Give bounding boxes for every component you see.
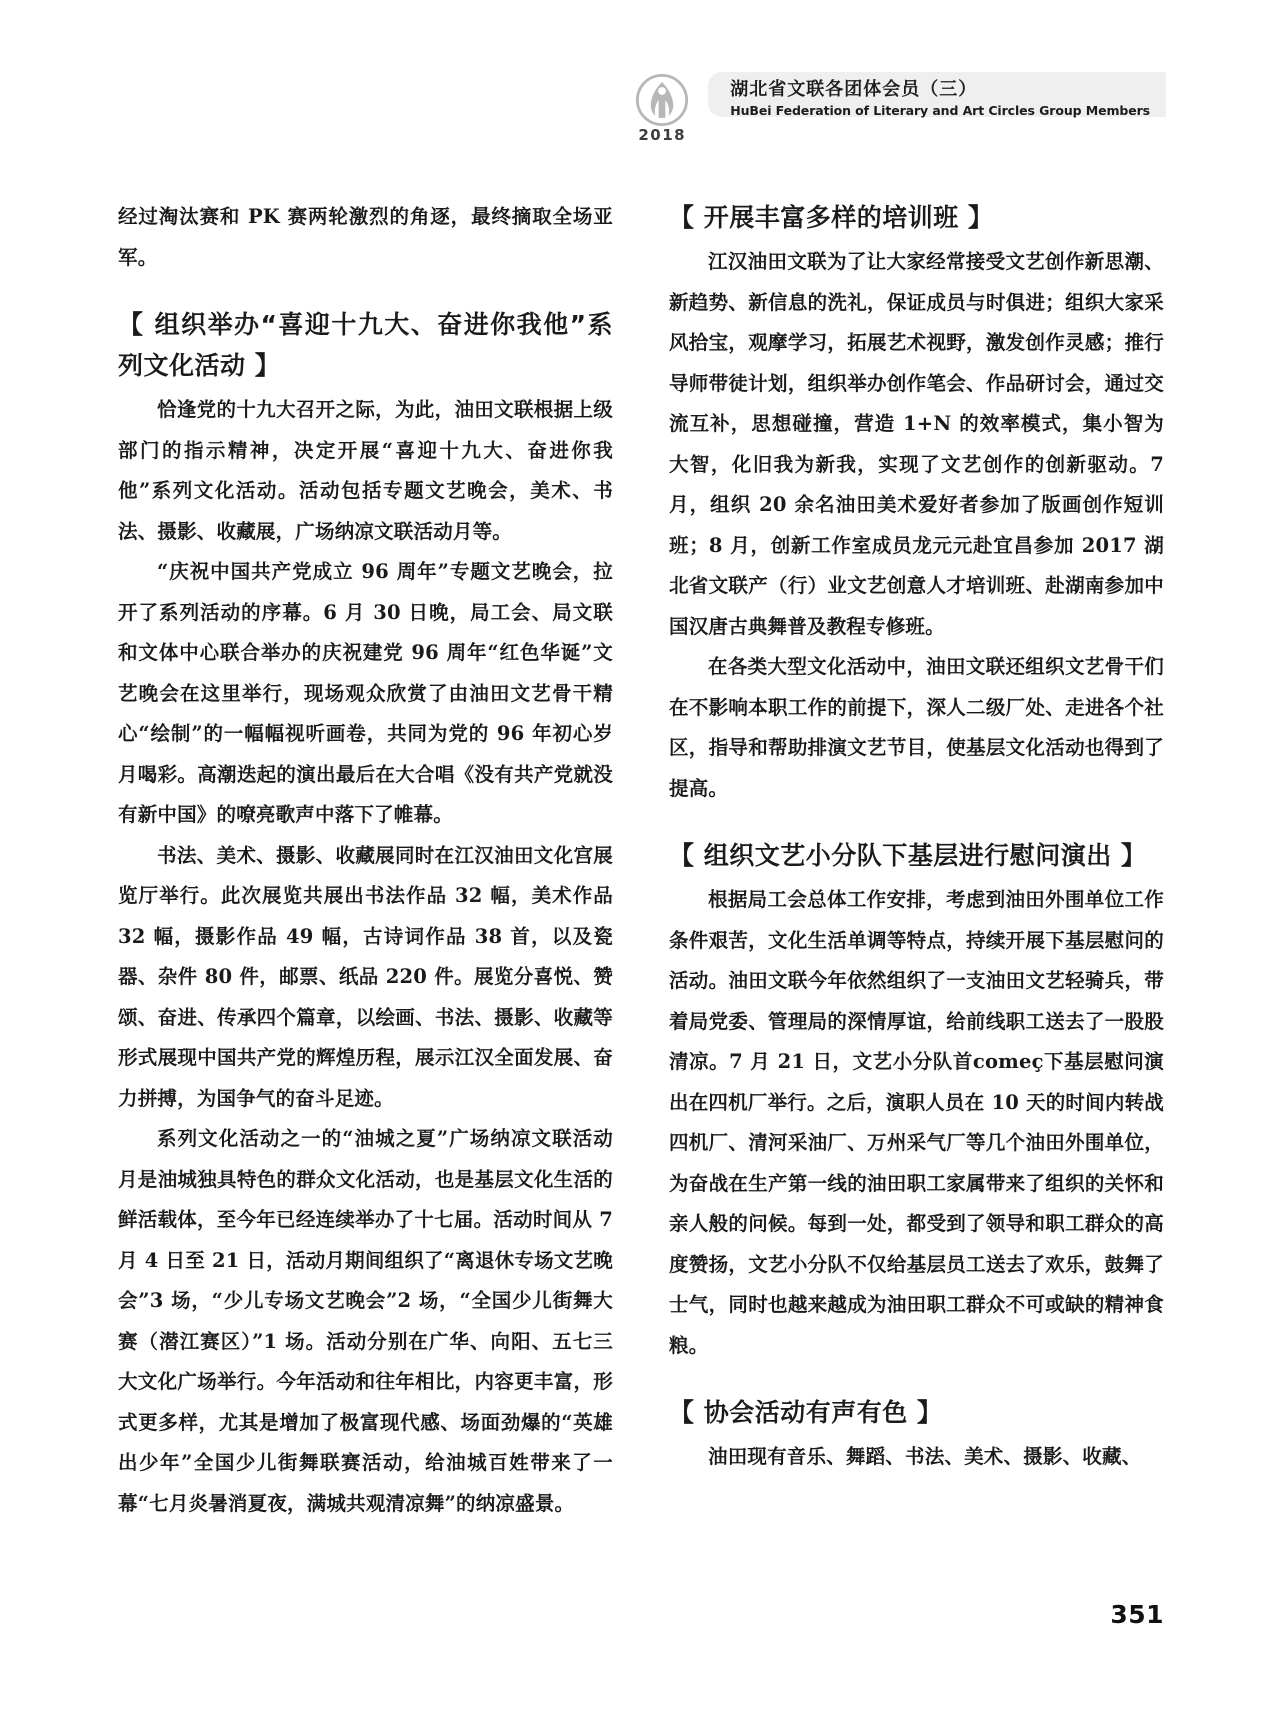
section-heading-organize-events: 【 组织举办“喜迎十九大、奋进你我他”系列文化活动 】: [118, 310, 613, 380]
page-number: 351: [1110, 1600, 1164, 1629]
article-columns: [118, 197, 1164, 1524]
spacer: [669, 1366, 1164, 1392]
header-logo: [626, 72, 698, 148]
header-year: 2018: [638, 126, 687, 144]
paragraph-left-2: “庆祝中国共产党成立 96 周年”专题文艺晚会，拉开了系列活动的序幕。6 月 30 日晚，局工会、局文联和文体中心联合举办的庆祝建党 96 周年“红色华诞”文艺晚会在这里举行，现场观众欣赏了由油田文艺骨干精心“绘制”的一幅幅视听画卷，共同为党的 96 年初心岁月喝彩。高潮迭起的演出最后在大合唱《没有共产党就没有新中国》的嘹亮歌声中落下了帷幕。: [118, 560, 613, 826]
spacer: [118, 278, 613, 304]
paragraph-right-2: 在各类大型文化活动中，油田文联还组织文艺骨干们在不影响本职工作的前提下，深人二级厂处、走进各个社区，指导和帮助排演文艺节目，使基层文化活动也得到了提高。: [669, 655, 1164, 800]
paragraph-right-4: 油田现有音乐、舞蹈、书法、美术、摄影、收藏、: [708, 1445, 1142, 1468]
right-column: [669, 197, 1164, 1524]
section-heading-association-activities: 【 协会活动有声有色 】: [669, 1398, 943, 1427]
paragraph-right-3: 根据局工会总体工作安排，考虑到油田外围单位工作条件艰苦，文化生活单调等特点，持续开展下基层慰问的活动。油田文联今年依然组织了一支油田文艺轻骑兵，带着局党委、管理局的深情厚谊，给前线职工送去了一股股清凉。7 月 21 日，文艺小分队首começ下基层慰问演出在四机厂举行。之后，演职人员在 10 天的时间内转战四机厂、清河采油厂、万州采气厂等几个油田外围单位，为奋战在生产第一线的油田职工家属带来了组织的关怀和亲人般的问候。每到一处，都受到了领导和职工群众的高度赞扬，文艺小分队不仅给基层员工送去了欢乐，鼓舞了士气，同时也越来越成为油田职工群众不可或缺的精神食粮。: [669, 888, 1164, 1357]
header-title-block: [708, 72, 1166, 117]
section-heading-performance-teams: 【 组织文艺小分队下基层进行慰问演出 】: [669, 841, 1147, 870]
paragraph-continued: 经过淘汰赛和 PK 赛两轮激烈的角逐，最终摘取全场亚军。: [118, 205, 613, 269]
paragraph-left-3: 书法、美术、摄影、收藏展同时在江汉油田文化宫展览厅举行。此次展览共展出书法作品 32 幅，美术作品 32 幅，摄影作品 49 幅，古诗词作品 38 首，以及瓷器、杂件 80 件，邮票、纸品 220 件。展览分喜悦、赞颂、奋进、传承四个篇章，以绘画、书法、摄影、收藏等形式展现中国共产党的辉煌历程，展示江汉全面发展、奋力拼搏，为国争气的奋斗足迹。: [118, 843, 613, 1110]
spacer: [669, 809, 1164, 835]
section-heading-training-classes: 【 开展丰富多样的培训班 】: [669, 203, 994, 232]
left-column: [118, 197, 613, 1524]
header-inner: [626, 72, 1166, 148]
paragraph-right-1: 江汉油田文联为了让大家经常接受文艺创作新思潮、新趋势、新信息的洗礼，保证成员与时俱进；组织大家采风拾宝，观摩学习，拓展艺术视野，激发创作灵感；推行导师带徒计划，组织举办创作笔会、作品研讨会，通过交流互补，思想碰撞，营造 1+N 的效率模式，集小智为大智，化旧我为新我，实现了文艺创作的创新驱动。7 月，组织 20 余名油田美术爱好者参加了版画创作短训班；8 月，创新工作室成员龙元元赴宜昌参加 2017 湖北省文联产（行）业文艺创意人才培训班、赴湖南参加中国汉唐古典舞普及教程专修班。: [669, 250, 1164, 638]
paragraph-left-4: 系列文化活动之一的“油城之夏”广场纳凉文联活动月是油城独具特色的群众文化活动，也是基层文化生活的鲜活载体，至今年已经连续举办了十七届。活动时间从 7 月 4 日至 21 日，活动月期间组织了“离退休专场文艺晚会”3 场，“少儿专场文艺晚会”2 场，“全国少儿街舞大赛（潜江赛区）”1 场。活动分别在广华、向阳、五七三大文化广场举行。今年活动和往年相比，内容更丰富，形式更多样，尤其是增加了极富现代感、场面劲爆的“英雄出少年”全国少儿街舞联赛活动，给油城百姓带来了一幕“七月炎暑消夏夜，满城共观清凉舞”的纳凉盛景。: [118, 1127, 613, 1515]
hubei-federation-emblem-icon: [634, 72, 690, 128]
header-title-cn: 湖北省文联各团体会员（三）: [730, 79, 978, 100]
header-title-en: HuBei Federation of Literary and Art Circles Group Members: [730, 102, 1150, 118]
paragraph-left-1: 恰逢党的十九大召开之际，为此，油田文联根据上级部门的指示精神，决定开展“喜迎十九大、奋进你我他”系列文化活动。活动包括专题文艺晚会，美术、书法、摄影、收藏展，广场纳凉文联活动月等。: [118, 398, 613, 543]
page-header: [0, 72, 1276, 144]
